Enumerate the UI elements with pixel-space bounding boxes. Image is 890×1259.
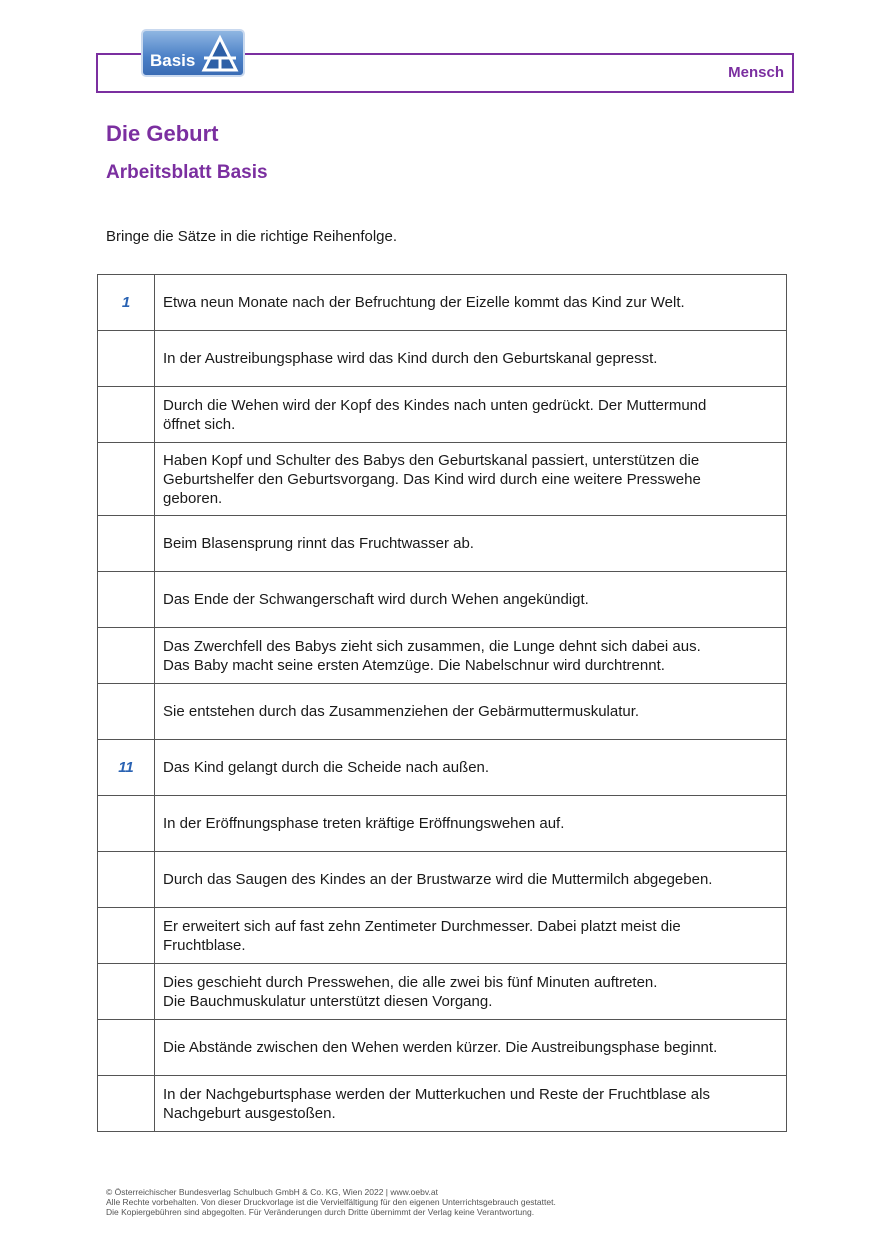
sentence-cell: Beim Blasensprung rinnt das Fruchtwasser ab. [155,516,787,572]
sentence-cell: Die Abstände zwischen den Wehen werden kürzer. Die Austreibungsphase beginnt. [155,1020,787,1076]
table-row [98,387,787,443]
order-number-cell[interactable] [98,684,155,740]
table-row [98,572,787,628]
sentence-cell: Das Ende der Schwangerschaft wird durch Wehen angekündigt. [155,572,787,628]
order-number-cell[interactable] [98,387,155,443]
sentence-cell: Etwa neun Monate nach der Befruchtung der Eizelle kommt das Kind zur Welt. [155,275,787,331]
table-row [98,964,787,1020]
table-row [98,516,787,572]
order-number-cell[interactable] [98,1076,155,1132]
page-title: Die Geburt [106,121,219,146]
table-row [98,1076,787,1132]
basis-logo [141,29,245,77]
sentence-cell: In der Eröffnungsphase treten kräftige Eröffnungswehen auf. [155,796,787,852]
order-number-cell[interactable] [98,796,155,852]
order-number-cell[interactable] [98,572,155,628]
triangle-icon [200,34,240,74]
table-row [98,908,787,964]
sentence-cell: In der Austreibungsphase wird das Kind durch den Geburtskanal gepresst. [155,331,787,387]
order-number-cell[interactable] [98,516,155,572]
logo-text: Basis [150,51,196,70]
sentence-cell: Durch die Wehen wird der Kopf des Kindes nach unten gedrückt. Der Muttermund öffnet sich. [155,387,787,443]
sentence-cell: Sie entstehen durch das Zusammenziehen der Gebärmuttermuskulatur. [155,684,787,740]
order-number-cell[interactable] [98,964,155,1020]
category-label: Mensch [728,64,784,81]
table-row [98,740,787,796]
order-number-cell[interactable] [98,443,155,516]
task-instruction: Bringe die Sätze in die richtige Reihenfolge. [106,228,398,245]
sentence-table [97,274,787,1132]
sentence-cell: Das Kind gelangt durch die Scheide nach außen. [155,740,787,796]
sentence-cell: In der Nachgeburtsphase werden der Mutterkuchen und Reste der Fruchtblase als Nachgeburt ausgestoßen. [155,1076,787,1132]
footer-line: Alle Rechte vorbehalten. Von dieser Druckvorlage ist die Vervielfältigung für den eigenen Unterrichtsgebrauch gestattet. [106,1197,556,1207]
footer-line: © Österreichischer Bundesverlag Schulbuch GmbH & Co. KG, Wien 2022 | www.oebv.at [106,1187,438,1197]
order-number-cell[interactable]: 11 [98,740,155,796]
table-row [98,443,787,516]
table-row [98,628,787,684]
sentence-cell: Das Zwerchfell des Babys zieht sich zusammen, die Lunge dehnt sich dabei aus. Das Baby macht seine ersten Atemzüge. Die Nabelschnur wird durchtrennt. [155,628,787,684]
order-number-cell[interactable] [98,908,155,964]
footer-line: Die Kopiergebühren sind abgegolten. Für Veränderungen durch Dritte übernimmt der Verlag keine Verantwortung. [106,1207,535,1217]
sentence-cell: Dies geschieht durch Presswehen, die alle zwei bis fünf Minuten auftreten. Die Bauchmuskulatur unterstützt diesen Vorgang. [155,964,787,1020]
table-row [98,331,787,387]
sentence-cell: Haben Kopf und Schulter des Babys den Geburtskanal passiert, unterstützen die Geburtshelfer den Geburtsvorgang. Das Kind wird durch eine weitere Presswehe geboren. [155,443,787,516]
table-row [98,796,787,852]
order-number-cell[interactable]: 1 [98,275,155,331]
table-row [98,852,787,908]
order-number-cell[interactable] [98,1020,155,1076]
sentence-cell: Er erweitert sich auf fast zehn Zentimeter Durchmesser. Dabei platzt meist die Fruchtblase. [155,908,787,964]
table-row [98,275,787,331]
sentence-cell: Durch das Saugen des Kindes an der Brustwarze wird die Muttermilch abgegeben. [155,852,787,908]
page-subtitle: Arbeitsblatt Basis [106,162,268,183]
table-row [98,1020,787,1076]
order-number-cell[interactable] [98,852,155,908]
table-row [98,684,787,740]
order-number-cell[interactable] [98,331,155,387]
order-number-cell[interactable] [98,628,155,684]
copyright-footer [106,1187,556,1217]
